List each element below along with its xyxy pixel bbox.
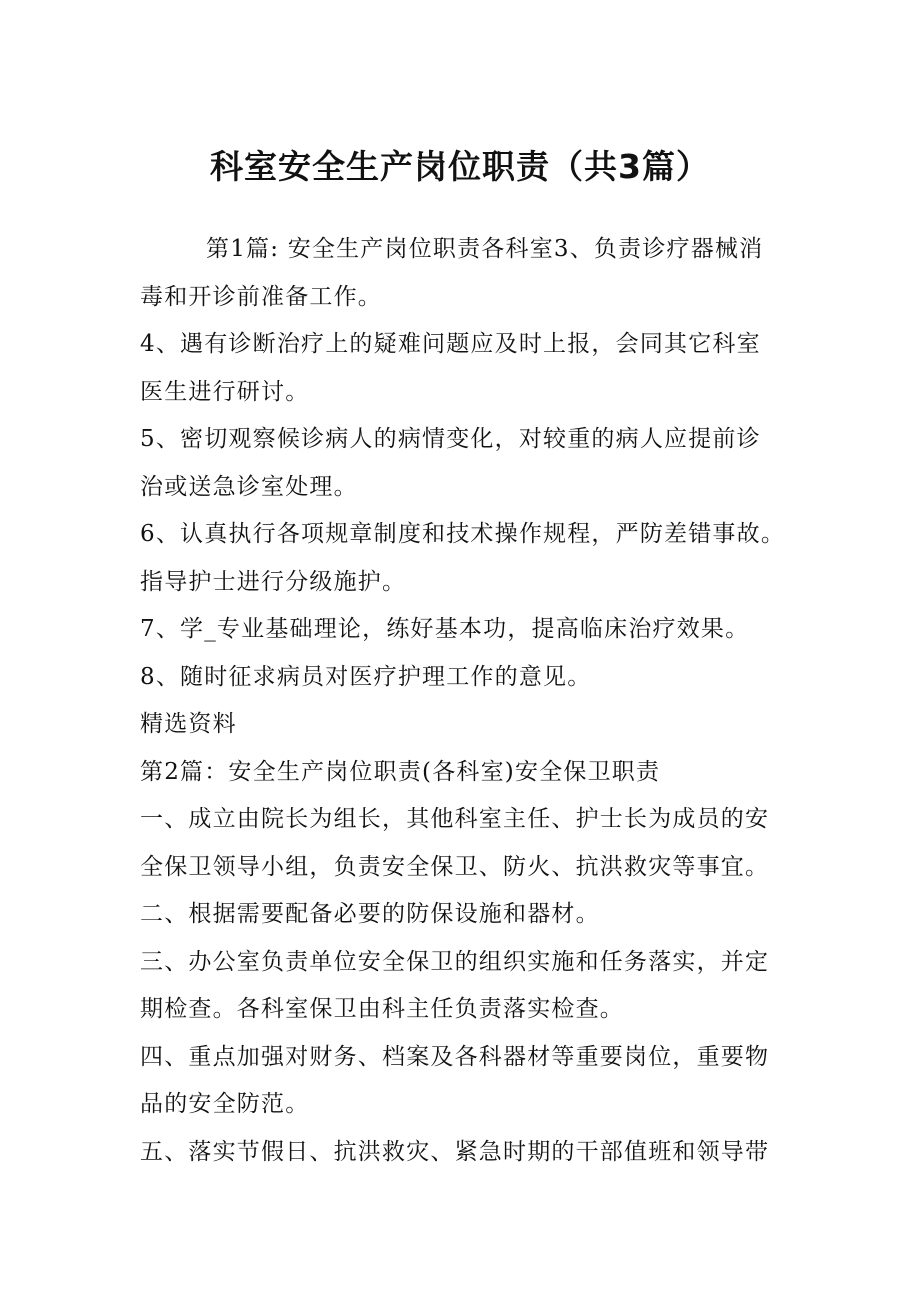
paragraph-line: 毒和开诊前准备工作。 [140,283,382,310]
document-title: 科室安全生产岗位职责（共3篇） [210,147,710,186]
paragraph-line: 品的安全防范。 [140,1091,310,1117]
paragraph-line: 5、密切观察候诊病人的病情变化，对较重的病人应提前诊 [140,426,761,452]
paragraph-line: 6、认真执行各项规章制度和技术操作规程，严防差错事故。 [140,521,786,547]
paragraph-line: 医生进行研讨。 [140,378,310,405]
paragraph-line: 全保卫领导小组，负责安全保卫、防火、抗洪救灾等事宜。 [140,853,770,880]
paragraph-line: 7、学_专业基础理论，练好基本功，提高临床治疗效果。 [140,616,750,642]
paragraph-line: 五、落实节假日、抗洪救灾、紧急时期的干部值班和领导带 [140,1138,770,1165]
paragraph-line: 二、根据需要配备必要的防保设施和器材。 [140,901,600,927]
document-body [140,226,800,1176]
paragraph-line: 三、办公室负责单位安全保卫的组织实施和任务落实，并定 [140,948,770,975]
paragraph-line: 第1篇: 安全生产岗位职责各科室3、负责诊疗器械消 [206,236,764,262]
paragraph-line: 四、重点加强对财务、档案及各科器材等重要岗位，重要物 [140,1043,770,1070]
paragraph-line: 一、成立由院长为组长，其他科室主任、护士长为成员的安 [140,806,770,832]
paragraph-line: 治或送急诊室处理。 [140,473,358,500]
paragraph-line: 8、随时征求病员对医疗护理工作的意见。 [140,663,592,690]
section-note: 精选资料 [140,711,237,737]
paragraph-line: 4、遇有诊断治疗上的疑难问题应及时上报，会同其它科室 [140,331,761,357]
paragraph-line: 指导护士进行分级施护。 [140,568,407,595]
paragraph-line: 期检查。各科室保卫由科主任负责落实检查。 [140,996,624,1022]
section-heading: 第2篇：安全生产岗位职责(各科室)安全保卫职责 [140,758,661,785]
